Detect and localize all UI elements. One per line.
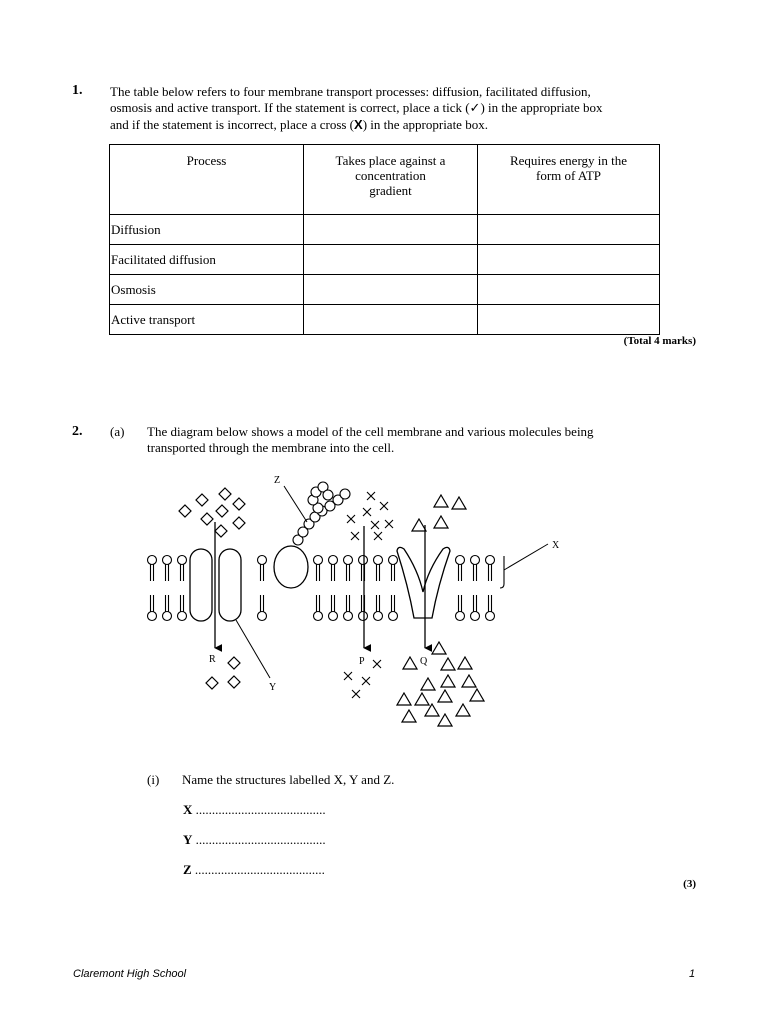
glycoprotein-body-icon [274, 546, 308, 588]
phospholipid-head [456, 612, 465, 621]
phospholipid-head [486, 612, 495, 621]
question-1-intro-line-2: osmosis and active transport. If the statement is correct, place a tick (✓) in the appropriate box [110, 100, 603, 116]
answer-line-z[interactable]: Z ........................................ [183, 862, 325, 877]
triangle-molecules-top [412, 495, 466, 531]
phospholipid-head [163, 556, 172, 565]
question-2-intro-line-1: The diagram below shows a model of the cell membrane and various molecules being [147, 424, 594, 439]
phospholipid-head [374, 556, 383, 565]
label-z: Z [274, 475, 281, 486]
phospholipid-head [178, 612, 187, 621]
footer-school: Claremont High School [73, 968, 187, 980]
phospholipid-head [471, 612, 480, 621]
label-q: Q [420, 656, 428, 667]
phospholipid-head [314, 556, 323, 565]
phospholipid-head [456, 556, 465, 565]
phospholipid-head [471, 556, 480, 565]
question-2-part: (a) [110, 424, 125, 439]
cross-symbol: X [354, 117, 363, 132]
sub-question-text: Name the structures labelled X, Y and Z. [182, 772, 395, 787]
answer-line-x[interactable]: X ........................................ [183, 802, 326, 817]
row-label: Active transport [110, 305, 304, 335]
question-2-number: 2. [72, 424, 83, 439]
label-y: Y [269, 682, 277, 693]
phospholipid-head [344, 556, 353, 565]
carrier-protein-right-icon [219, 549, 241, 621]
diamond-molecules-top [179, 488, 245, 537]
row-label: Facilitated diffusion [110, 245, 304, 275]
label-line-y [236, 620, 270, 678]
phospholipid-head [486, 556, 495, 565]
question-1-number: 1. [72, 83, 83, 98]
phospholipid-head [258, 612, 267, 621]
phospholipid-head [359, 612, 368, 621]
phospholipid-head [359, 556, 368, 565]
label-p: P [359, 656, 365, 667]
phospholipid-head [344, 612, 353, 621]
question-1-intro-line-1: The table below refers to four membrane transport processes: diffusion, facilitated diffusion, [110, 84, 591, 99]
row-label: Osmosis [110, 275, 304, 305]
phospholipid-head [329, 612, 338, 621]
question-1-marks: (Total 4 marks) [623, 335, 696, 347]
channel-protein-icon [397, 547, 450, 618]
phospholipid-head [258, 556, 267, 565]
tick-icon: ✓ [469, 101, 481, 116]
answer-line-y[interactable]: Y ........................................ [183, 832, 326, 847]
cross-molecules-top [347, 492, 393, 540]
triangle-molecules-bottom [397, 642, 484, 726]
label-x: X [552, 540, 560, 551]
phospholipid-head [314, 612, 323, 621]
phospholipid-head [163, 612, 172, 621]
label-line-z [284, 486, 307, 522]
label-line-x [504, 544, 548, 570]
header-against-gradient: Takes place against a concentration gradient [304, 145, 478, 215]
phospholipid-head [389, 612, 398, 621]
phospholipid-head [389, 556, 398, 565]
label-r: R [209, 654, 216, 665]
phospholipid-head [329, 556, 338, 565]
phospholipid-head [148, 612, 157, 621]
sub-question-number: (i) [147, 772, 160, 787]
footer-page-number: 1 [689, 968, 696, 980]
question-2-intro-line-2: transported through the membrane into the cell. [147, 440, 395, 455]
carrier-protein-left-icon [190, 549, 212, 621]
phospholipid-head [374, 612, 383, 621]
phospholipid-head [148, 556, 157, 565]
question-2-marks: (3) [683, 878, 696, 890]
row-label: Diffusion [110, 215, 304, 245]
header-process: Process [110, 145, 304, 215]
question-1-intro-line-3: and if the statement is incorrect, place a cross (X) in the appropriate box. [110, 117, 488, 132]
header-requires-atp: Requires energy in the form of ATP [478, 145, 660, 215]
phospholipid-head [178, 556, 187, 565]
bilayer-bracket-icon [500, 556, 504, 588]
